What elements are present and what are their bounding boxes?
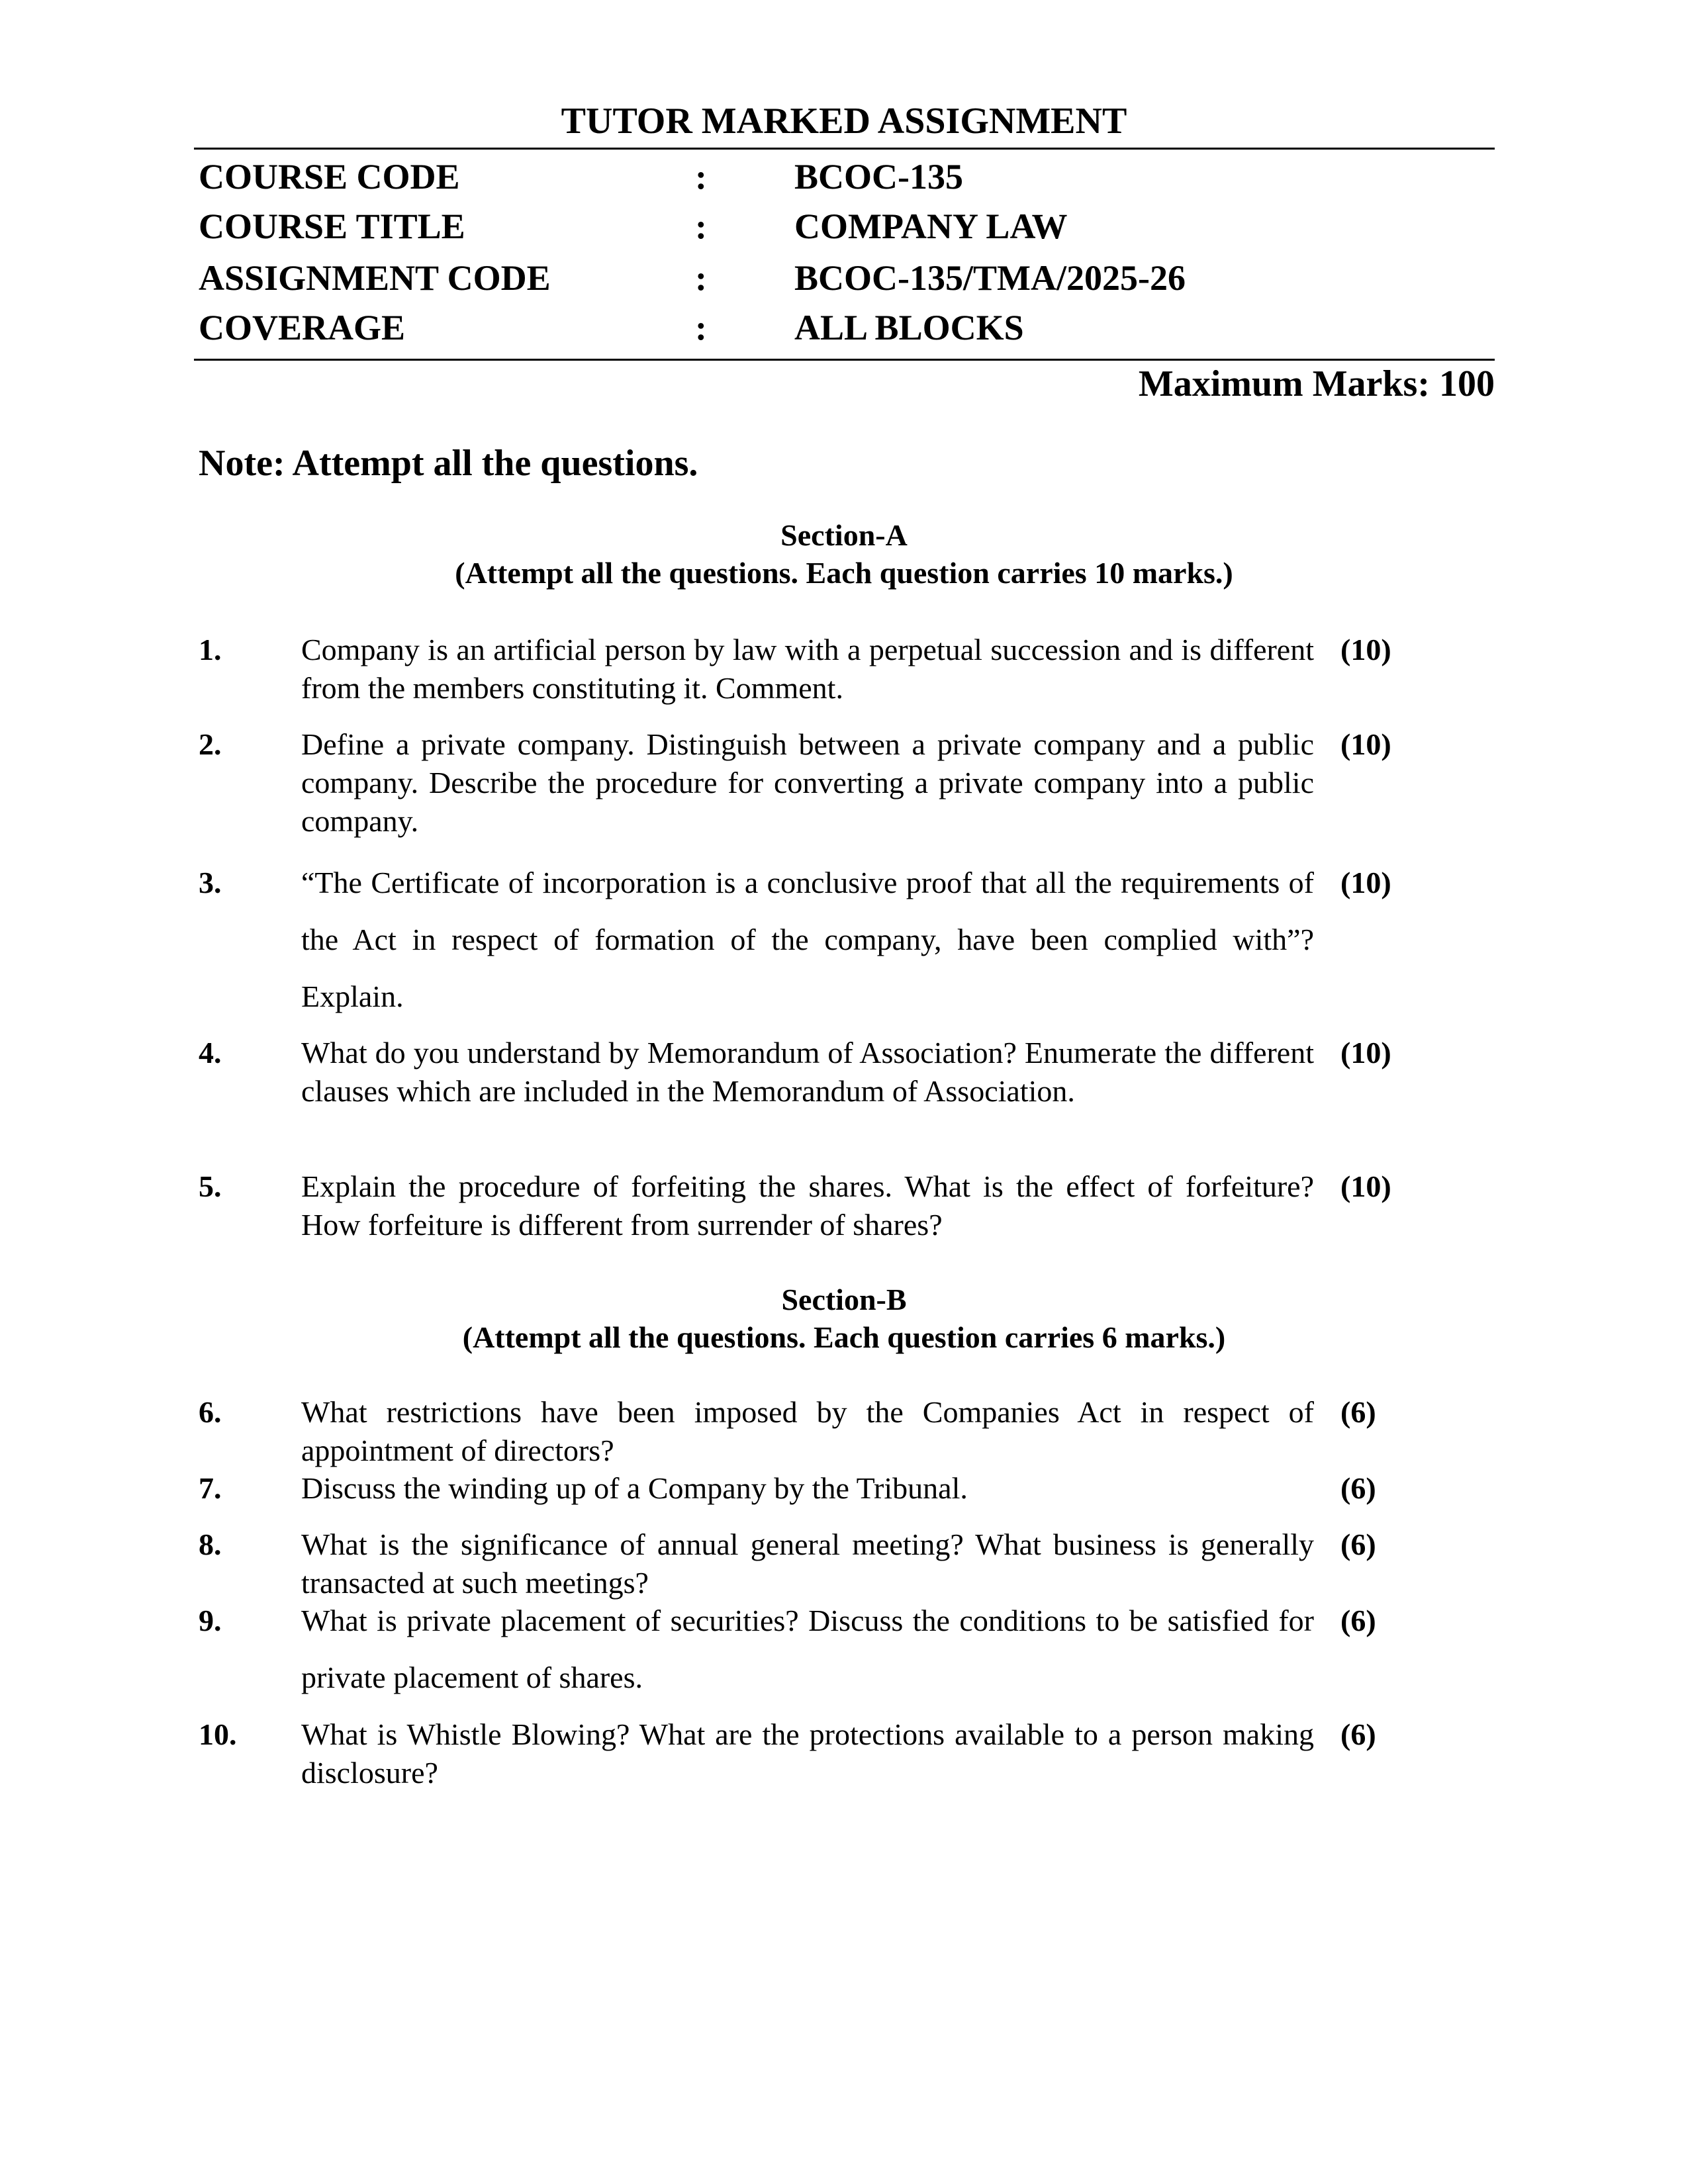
section-a-title: Section-A bbox=[780, 518, 908, 552]
question-marks: (6) bbox=[1340, 1471, 1376, 1505]
question-marks: (6) bbox=[1340, 1395, 1376, 1429]
coverage-colon: : bbox=[695, 308, 707, 347]
course-code-colon: : bbox=[695, 157, 707, 197]
question-number: 9. bbox=[199, 1604, 222, 1637]
question-number: 10. bbox=[199, 1717, 237, 1751]
maximum-marks: Maximum Marks: 100 bbox=[1138, 363, 1495, 404]
section-b-instruction: (Attempt all the questions. Each question carries 6 marks.) bbox=[462, 1320, 1226, 1354]
question-marks: (10) bbox=[1340, 1036, 1391, 1069]
question-number: 5. bbox=[199, 1169, 222, 1203]
question-text: What is private placement of securities? Discuss the conditions to be satisfied for private placement of shares. bbox=[301, 1604, 1314, 1694]
question-number: 3. bbox=[199, 866, 222, 899]
question-text: Explain the procedure of forfeiting the shares. What is the effect of forfeiture? How forfeiture is different from surrender of shares? bbox=[301, 1169, 1314, 1242]
question-marks: (10) bbox=[1340, 866, 1391, 899]
question-text: “The Certificate of incorporation is a conclusive proof that all the requirements of the Act in respect of formation of the company, have been complied with”? Explain. bbox=[301, 866, 1314, 1013]
question-text: What is the significance of annual general meeting? What business is generally transacted at such meetings? bbox=[301, 1527, 1314, 1600]
document-title: TUTOR MARKED ASSIGNMENT bbox=[561, 101, 1127, 142]
coverage-value: ALL BLOCKS bbox=[794, 308, 1024, 347]
question-number: 1. bbox=[199, 633, 222, 666]
question-number: 8. bbox=[199, 1527, 222, 1561]
question-marks: (6) bbox=[1340, 1604, 1376, 1637]
question-marks: (10) bbox=[1340, 727, 1391, 761]
question-number: 2. bbox=[199, 727, 222, 761]
course-title-colon: : bbox=[695, 206, 707, 246]
note-instruction: Note: Attempt all the questions. bbox=[199, 443, 698, 484]
question-text: Company is an artificial person by law with a perpetual succession and is different from the members constituting it. Comment. bbox=[301, 633, 1314, 705]
question-text: Discuss the winding up of a Company by the Tribunal. bbox=[301, 1471, 968, 1505]
question-marks: (6) bbox=[1340, 1717, 1376, 1751]
course-title-value: COMPANY LAW bbox=[794, 206, 1068, 246]
question-number: 7. bbox=[199, 1471, 222, 1505]
question-number: 6. bbox=[199, 1395, 222, 1429]
assignment-code-value: BCOC-135/TMA/2025-26 bbox=[794, 258, 1186, 298]
course-title-label: COURSE TITLE bbox=[199, 206, 465, 246]
question-text: What do you understand by Memorandum of Association? Enumerate the different clauses which are included in the Memorandum of Association. bbox=[301, 1036, 1314, 1108]
question-text: Define a private company. Distinguish between a private company and a public company. Describe the procedure for converting a private company into a public company. bbox=[301, 727, 1314, 838]
coverage-label: COVERAGE bbox=[199, 308, 406, 347]
assignment-code-label: ASSIGNMENT CODE bbox=[199, 258, 551, 298]
course-code-label: COURSE CODE bbox=[199, 157, 460, 197]
question-text: What restrictions have been imposed by the Companies Act in respect of appointment of directors? bbox=[301, 1395, 1314, 1467]
assignment-code-colon: : bbox=[695, 258, 707, 298]
question-text: What is Whistle Blowing? What are the protections available to a person making disclosure? bbox=[301, 1717, 1314, 1790]
question-marks: (10) bbox=[1340, 633, 1391, 666]
course-code-value: BCOC-135 bbox=[794, 157, 963, 197]
section-b-title: Section-B bbox=[781, 1283, 907, 1316]
question-marks: (10) bbox=[1340, 1169, 1391, 1203]
header-top-rule bbox=[194, 148, 1495, 150]
section-a-instruction: (Attempt all the questions. Each question carries 10 marks.) bbox=[455, 556, 1233, 590]
question-marks: (6) bbox=[1340, 1527, 1376, 1561]
question-number: 4. bbox=[199, 1036, 222, 1069]
